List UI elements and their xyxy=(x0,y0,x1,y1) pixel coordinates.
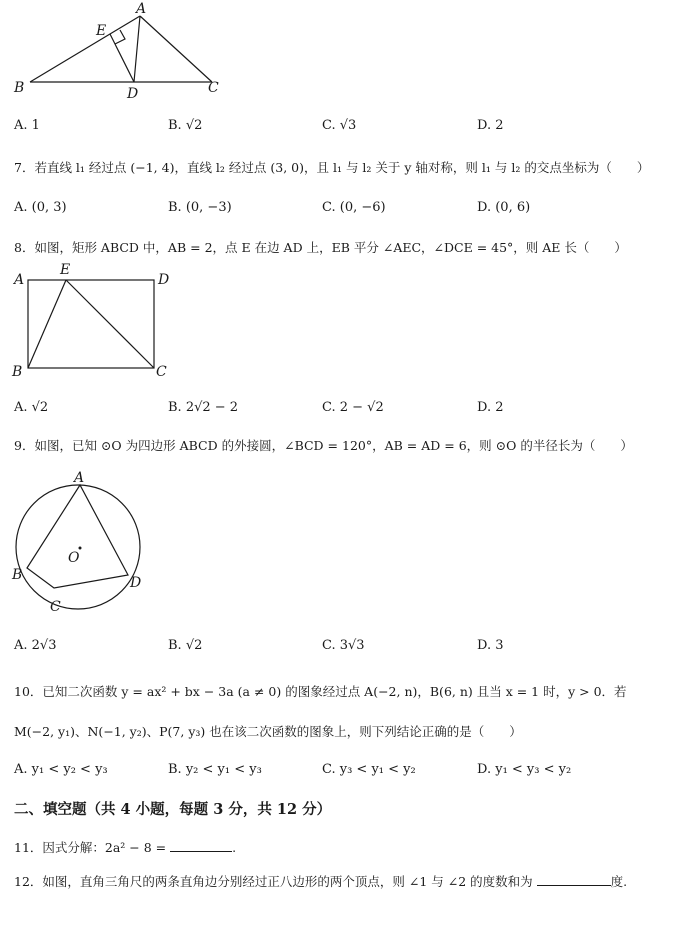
q12-answer-blank[interactable] xyxy=(537,885,611,886)
q6-segment-AC xyxy=(140,16,212,82)
q6-label-C: C xyxy=(208,80,219,96)
q8-segment-EC xyxy=(66,280,154,368)
q6-right-angle-mark xyxy=(115,30,125,44)
q12-line xyxy=(14,872,627,890)
q8-option-b: B. 2√2 − 2 xyxy=(168,400,239,415)
q8-stem: 8．如图，矩形 ABCD 中，AB = 2，点 E 在边 AD 上，EB 平分 ∠AEC，∠DCE = 45°，则 AE 长（ ） xyxy=(14,240,627,255)
q10-stem-line2: M(−2, y₁)、N(−1, y₂)、P(7, y₃) 也在该二次函数的图象上，则下列结论正确的是（ ） xyxy=(14,724,522,739)
q8-label-B: B xyxy=(12,364,23,380)
q6-segment-BA xyxy=(30,16,140,82)
q10-option-d: D. y₁ < y₃ < y₂ xyxy=(477,762,572,777)
q9-label-A: A xyxy=(74,470,85,486)
q8-label-A: A xyxy=(14,272,25,288)
q9-option-a: A. 2√3 xyxy=(14,638,57,653)
q6-option-c: C. √3 xyxy=(322,118,357,133)
q7-option-d: D. (0, 6) xyxy=(477,200,531,215)
q7-stem: 7．若直线 l₁ 经过点 (−1, 4)，直线 l₂ 经过点 (3, 0)，且 l₁ 与 l₂ 关于 y 轴对称，则 l₁ 与 l₂ 的交点坐标为（ ） xyxy=(14,160,650,175)
q10-option-c: C. y₃ < y₁ < y₂ xyxy=(322,762,416,777)
q8-figure xyxy=(0,262,190,382)
q8-segment-EB xyxy=(28,280,66,368)
q8-label-E: E xyxy=(60,262,71,278)
q6-option-b: B. √2 xyxy=(168,118,203,133)
q10-option-b: B. y₂ < y₁ < y₃ xyxy=(168,762,262,777)
q9-label-B: B xyxy=(12,567,23,583)
q6-segment-ED xyxy=(110,34,134,82)
q11-answer-blank[interactable] xyxy=(170,851,232,852)
q9-option-c: C. 3√3 xyxy=(322,638,365,653)
q10-stem-line1: 10．已知二次函数 y = ax² + bx − 3a (a ≠ 0) 的图象经过点 A(−2, n)，B(6, n) 且当 x = 1 时，y > 0．若 xyxy=(14,684,627,699)
q6-option-a: A. 1 xyxy=(14,118,40,133)
q6-figure xyxy=(0,0,240,110)
q8-label-D: D xyxy=(158,272,170,288)
q6-label-B: B xyxy=(14,80,25,96)
section-2-title: 二、填空题（共 4 小题，每题 3 分，共 12 分） xyxy=(14,801,332,818)
q8-option-a: A. √2 xyxy=(14,400,49,415)
q7-option-a: A. (0, 3) xyxy=(14,200,67,215)
q11-end: . xyxy=(232,840,237,855)
q9-label-D: D xyxy=(130,575,142,591)
q6-option-d: D. 2 xyxy=(477,118,504,133)
q12-end: 度. xyxy=(610,874,628,889)
q6-label-E: E xyxy=(96,23,107,39)
q6-segment-AD xyxy=(134,16,140,82)
q9-stem: 9．如图，已知 ⊙O 为四边形 ABCD 的外接圆，∠BCD = 120°，AB = AD = 6，则 ⊙O 的半径长为（ ） xyxy=(14,438,633,453)
q8-option-c: C. 2 − √2 xyxy=(322,400,384,415)
q11-stem: 11．因式分解：2a² − 8 = xyxy=(14,840,167,855)
q9-quadrilateral xyxy=(27,485,128,588)
q8-option-d: D. 2 xyxy=(477,400,504,415)
q9-figure xyxy=(0,465,170,615)
q9-circle xyxy=(16,485,140,609)
q7-option-b: B. (0, −3) xyxy=(168,200,232,215)
q9-option-b: B. √2 xyxy=(168,638,203,653)
q7-option-c: C. (0, −6) xyxy=(322,200,386,215)
q9-label-O: O xyxy=(68,550,80,566)
q12-stem: 12．如图，直角三角尺的两条直角边分别经过正八边形的两个顶点，则 ∠1 与 ∠2 的度数和为 xyxy=(14,874,533,889)
q6-label-D: D xyxy=(127,86,139,102)
q10-option-a: A. y₁ < y₂ < y₃ xyxy=(14,762,108,777)
q9-option-d: D. 3 xyxy=(477,638,504,653)
q8-label-C: C xyxy=(156,364,167,380)
q11-line xyxy=(14,838,236,856)
q6-label-A: A xyxy=(136,1,147,17)
q9-label-C: C xyxy=(50,599,61,615)
